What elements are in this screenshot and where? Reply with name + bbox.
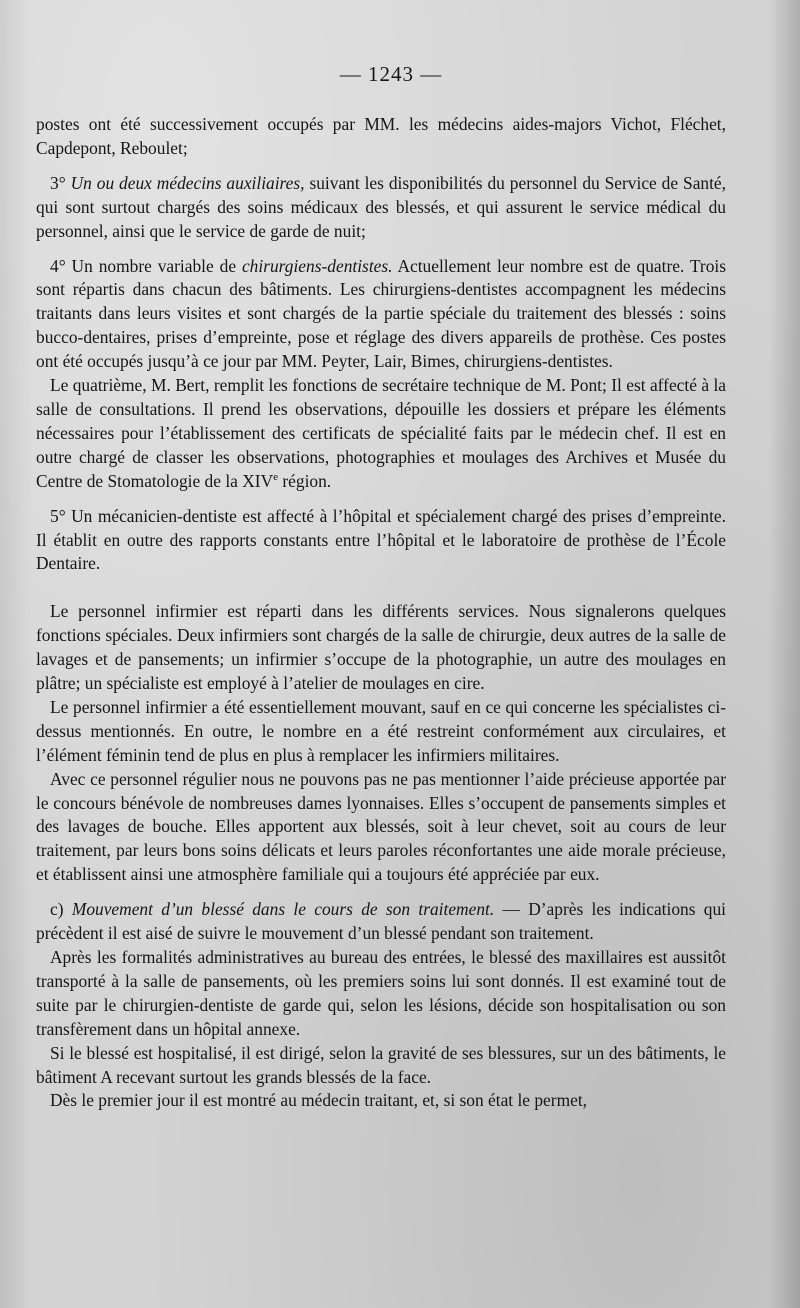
paragraph-text: Si le blessé est hospitalisé, il est dirigé, selon la gravité de ses blessures, sur un des bâtiments, le bâtiment A recevant surtout les grands blessés de la face. bbox=[36, 1042, 726, 1087]
section-heading: Mouvement d’un blessé dans le cours de son traitement. bbox=[71, 899, 495, 920]
paragraph-text: Actuellement leur nombre est de quatre. Trois sont répartis dans chacun des bâtiments. Les chirurgiens-dentistes accompagnent les médecins traitants dans leurs visites et sont chargés de la partie spéciale du traitement des blessés : soins bucco-dentaires, prises d’empreinte, pose et réglage des divers appareils de prothèse. Ces postes ont été occupés jusqu’à ce jour par MM. Peyter, Lair, Bimes, chirurgiens-dentistes. bbox=[36, 255, 726, 372]
paragraph-nursing-staff bbox=[36, 600, 726, 696]
page-number: — 1243 — bbox=[339, 62, 443, 86]
paragraph-text: 5° Un mécanicien-dentiste est affecté à l’hôpital et spécialement chargé des prises d’empreinte. Il établit en outre des rapports constants entre l’hôpital et le laboratoire de prothèse de l’École Dentaire. bbox=[36, 505, 726, 574]
paragraph-text: région. bbox=[278, 470, 332, 491]
paragraph-text: suivant les disponibilités du personnel du Service de Santé, qui sont surtout chargés des soins médicaux des blessés, et qui assurent le service médical du personnel, ainsi que le service de garde de nuit; bbox=[36, 172, 727, 241]
paragraph-text: Dès le premier jour il est montré au médecin traitant, et, si son état le permet, bbox=[50, 1090, 587, 1111]
paragraph-section-c bbox=[36, 898, 726, 946]
section-label: c) bbox=[50, 899, 72, 920]
paragraph-text: Le personnel infirmier a été essentiellement mouvant, sauf en ce qui concerne les spécialistes ci-dessus mentionnés. En outre, le nombre en a été restreint conformément aux circulaires, et l’élément féminin tend de plus en plus à remplacer les infirmiers militaires. bbox=[36, 696, 726, 765]
paragraph-item-5 bbox=[36, 505, 726, 577]
paragraph-text: Le quatrième, M. Bert, remplit les fonctions de secrétaire technique de M. Pont; Il est affecté à la salle de consultations. Il prend les observations, dépouille les dossiers et prépare les éléments nécessaires pour l’établissement des certificats de spécialité faits par le médecin chef. Il est en outre chargé de classer les observations, photographies et moulages des Archives et Musée du Centre de Stomatologie de la XIV bbox=[36, 375, 726, 491]
body-text bbox=[36, 113, 726, 1113]
item-heading: Un ou deux médecins auxiliaires, bbox=[70, 172, 305, 193]
item-heading: chirurgiens-dentistes. bbox=[241, 255, 393, 276]
paragraph-text: Après les formalités administratives au bureau des entrées, le blessé des maxillaires est aussitôt transporté à la salle de pansements, où les premiers soins lui sont donnés. Il est examiné tout de suite par le chirurgien-dentiste de garde qui, selon les lésions, décide son hospitalisation ou son transfèrement dans un hôpital annexe. bbox=[36, 947, 726, 1039]
paragraph-first-day bbox=[36, 1089, 726, 1113]
item-label: 4° Un nombre variable de bbox=[50, 255, 242, 276]
paragraph-text: Le personnel infirmier est réparti dans les différents services. Nous signalerons quelques fonctions spéciales. Deux infirmiers sont chargés de la salle de chirurgie, deux autres de la salle de lavages et de pansements; un infirmier s’occupe de la photographie, un autre des moulages en plâtre; un spécialiste est employé à l’atelier de moulages en cire. bbox=[36, 601, 726, 694]
superscript: e bbox=[273, 470, 279, 483]
paragraph-secretary bbox=[36, 374, 726, 494]
paragraph-volunteers bbox=[36, 768, 726, 888]
paragraph-item-3 bbox=[36, 172, 726, 244]
paragraph-hospitalization bbox=[36, 1042, 726, 1090]
item-label: 3° bbox=[50, 172, 71, 193]
paragraph-text: postes ont été successivement occupés par MM. les médecins aides-majors Vichot, Fléchet, Capdepont, Reboulet; bbox=[36, 114, 726, 158]
paragraph-admission bbox=[36, 946, 726, 1042]
paragraph-nursing-mobility bbox=[36, 696, 726, 768]
paragraph-text: — D’après les indications qui précèdent il est aisé de suivre le mouvement d’un blessé pendant son traitement. bbox=[36, 899, 727, 944]
paragraph-continuation bbox=[36, 113, 726, 161]
paragraph-text: Avec ce personnel régulier nous ne pouvons pas ne pas mentionner l’aide précieuse apportée par le concours bénévole de nombreuses dames lyonnaises. Elles s’occupent de pansements simples et des lavages de bouche. Elles apportent aux blessés, soit à leur chevet, soit au cours de leur traitement, par leurs bons soins délicats et leurs paroles réconfortantes une aide morale précieuse, et établissent ainsi une atmosphère familiale qui a toujours été appréciée par eux. bbox=[36, 768, 726, 885]
paragraph-item-4 bbox=[36, 255, 726, 375]
